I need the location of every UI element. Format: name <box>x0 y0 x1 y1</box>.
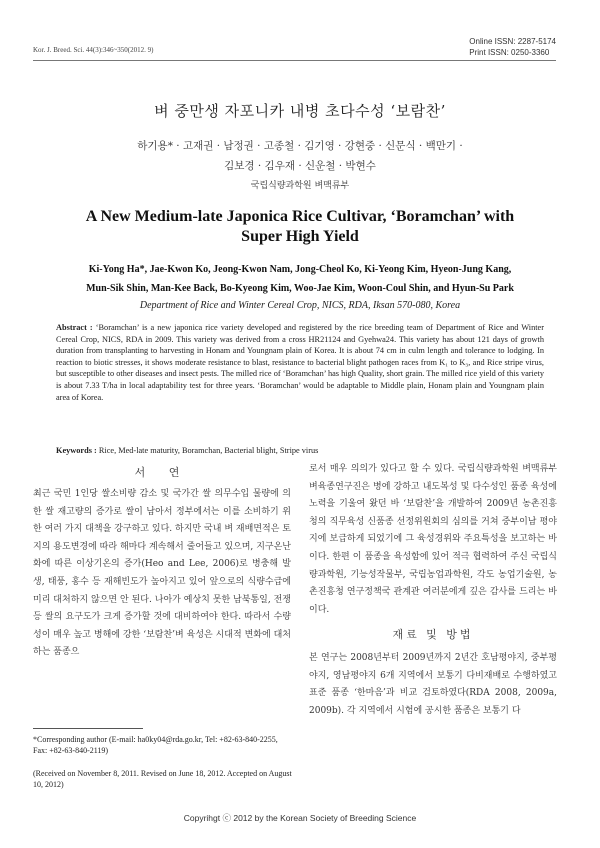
online-issn: Online ISSN: 2287-5174 <box>469 37 556 46</box>
english-title-line-2: Super High Yield <box>241 228 359 245</box>
header-divider <box>33 60 556 61</box>
issn-block <box>469 36 556 58</box>
footnote-divider <box>33 728 143 729</box>
english-authors-line-2: Mun-Sik Shin, Man-Kee Back, Bo-Kyeong Kim, Woo-Jae Kim, Woon-Coul Shin, and Hyun-Su Park <box>86 283 514 294</box>
intro-heading: 서 연 <box>134 466 190 479</box>
corresponding-author-note: *Corresponding author (E-mail: ha0ky04@rda.go.kr, Tel: +82-63-840-2255, Fax: +82-63-840-2119) <box>33 735 278 755</box>
received-dates: (Received on November 8, 2011. Revised on June 18, 2012. Accepted on August 10, 2012) <box>33 769 292 789</box>
abstract-text: ‘Boramchan’ is a new japonica rice variety developed and registered by the rice breeding team of Department of Rice and Winter Cereal Crop, NICS, RDA in 2009. This variety was derived from a cross HR21124 and Gyehwa24. This variety has about 121 days of growth duration from transplanting to harvesting in Honam and Youngnam plain of Korea. It is about 74 cm in culm length and tolerance to lodging. In reaction to biotic stresses, it shows moderate resistance to blast, resistance to bacterial blight pathogen races from K₁ to K₃, and Rice stripe virus, but susceptible to other diseases and insect pests. The milled rice of ‘Boramchan’ has high Quality, short grain. The milled rice yield of this variety is about 7.33 T/ha in local adaptability test for three years. ‘Boramchan’ would be adaptable to Middle plain, Honam plain and Youngnam plain area of Korea. <box>56 323 544 402</box>
korean-authors-line-2: 김보경 · 김우재 · 신운철 · 박현수 <box>224 160 376 172</box>
korean-title: 벼 중만생 자포니카 내병 초다수성 ‘보람찬’ <box>154 102 446 120</box>
intro-continued-paragraph: 로서 매우 의의가 있다고 할 수 있다. 국립식량과학원 벼맥류부 벼육종연구진은 병에 강하고 내도복성 및 다수성인 품종 육성에 노력을 기울여 왔던 바 ‘보람찬’을 개발하여 2009년 농촌진흥청의 직무육성 신품종 선정위원회의 심의를 거쳐 중부이남 평야지에 보급하게 되었기에 그 육성경위와 주요특성을 보고하는 바이다. 한편 이 품종을 육성함에 있어 적극 협력하여 주신 국립식량과학원, 기능성작물부, 국립농업과학원, 각도 농업기술원, 농촌진흥청 연구정책국 관계관 여러분에게 깊은 감사를 드리는 바이다. <box>309 464 557 615</box>
abstract-label: Abstract : <box>56 323 93 332</box>
english-affiliation: Department of Rice and Winter Cereal Crop, NICS, RDA, Iksan 570-080, Korea <box>139 300 461 311</box>
methods-paragraph: 본 연구는 2008년부터 2009년까지 2년간 호남평야지, 중부평야지, 영남평야지 6개 지역에서 보통기 다비재배로 수행하였고 표준 품종 ‘한마음’과 비교 검토하였다(RDA 2008, 2009a, 2009b). 각 지역에서 시험에 공시한 품종은 보통기 다 <box>309 653 557 716</box>
english-authors-line-1: Ki-Yong Ha*, Jae-Kwon Ko, Jeong-Kwon Nam, Jong-Cheol Ko, Ki-Yeong Kim, Hyeon-Jung Kang, <box>88 264 512 275</box>
keywords <box>56 446 544 455</box>
korean-authors-line-1: 하기용* · 고재권 · 남정권 · 고종철 · 김기영 · 강현중 · 신문식 · 백만기 · <box>137 140 463 152</box>
journal-reference: Kor. J. Breed. Sci. 44(3):346~350(2012. 9) <box>33 46 154 54</box>
keywords-text: Rice, Med-late maturity, Boramchan, Bacterial blight, Stripe virus <box>98 446 319 455</box>
abstract <box>56 322 544 403</box>
keywords-label: Keywords : <box>56 446 97 455</box>
english-title-line-1: A New Medium-late Japonica Rice Cultivar, ‘Boramchan’ with <box>85 208 515 225</box>
methods-heading: 재료 및 방법 <box>392 628 474 641</box>
print-issn: Print ISSN: 0250-3360 <box>469 48 550 57</box>
korean-affiliation: 국립식량과학원 벼맥류부 <box>250 181 350 191</box>
copyright-notice: Copyrihgt ⓒ 2012 by the Korean Society of Breeding Science <box>183 813 417 823</box>
intro-paragraph: 최근 국민 1인당 쌀소비량 감소 및 국가간 쌀 의무수입 물량에 의한 쌀 재고량의 증가로 쌀이 남아서 정부에서는 이를 소비하기 위한 여러 가지 대책을 강구하고 있다. 하지만 국내 벼 재배면적은 토지의 용도변경에 따라 해마다 계속해서 줄어들고 있으며, 지구온난화에 따른 이상기온의 증가(Heo and Lee, 2006)로 병충해 발생, 태풍, 홍수 등 재해빈도가 높아지고 있어 앞으로의 식량수급에 미리 대처하지 않으면 안 된다. 나아가 예상치 못한 남북통일, 전쟁 등 쌀의 요구도가 크게 증가할 것에 대비하여야 한다. 따라서 수량성이 매우 높고 병해에 강한 ‘보람찬’벼 육성은 시대적 변화에 대처하는 품종으 <box>33 489 291 658</box>
